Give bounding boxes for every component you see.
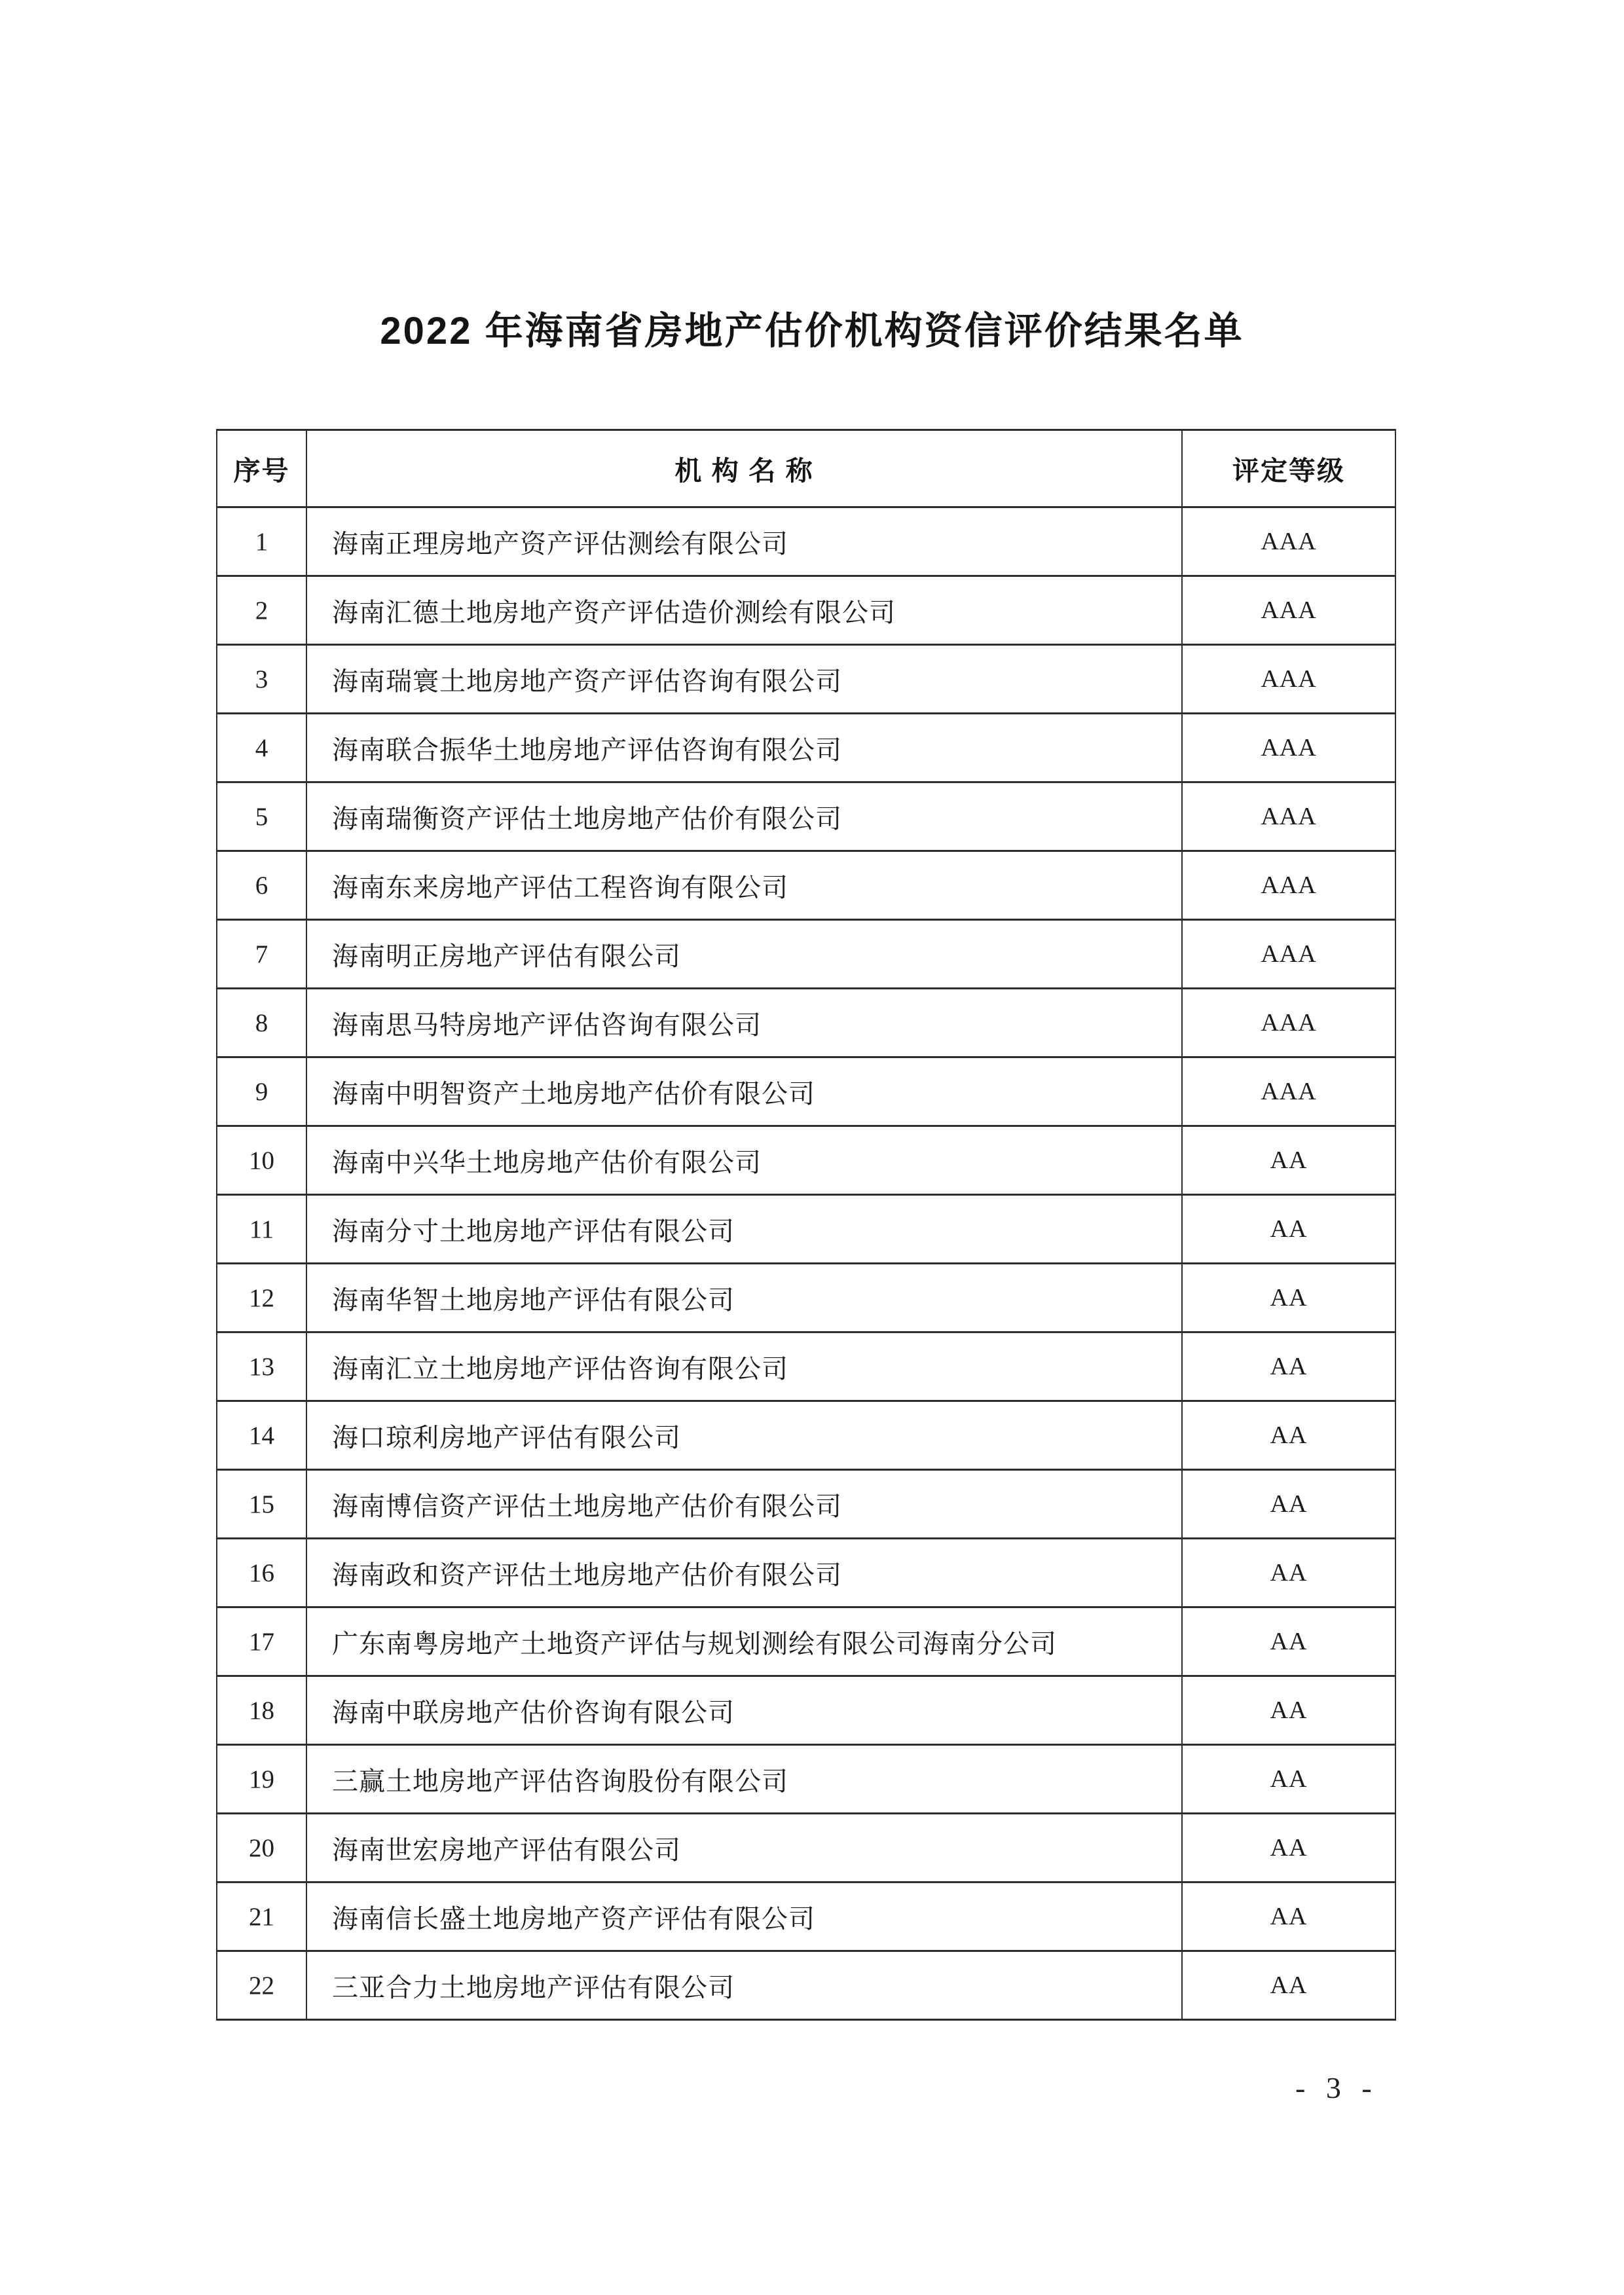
cell-no: 1 bbox=[217, 507, 306, 576]
table-row bbox=[217, 1607, 1395, 1676]
cell-name: 海南中兴华土地房地产估价有限公司 bbox=[306, 1126, 1182, 1195]
cell-name: 海南正理房地产资产评估测绘有限公司 bbox=[306, 507, 1182, 576]
table-row bbox=[217, 645, 1395, 714]
cell-no: 22 bbox=[217, 1951, 306, 2020]
cell-name: 海南瑞衡资产评估土地房地产估价有限公司 bbox=[306, 782, 1182, 851]
table-row bbox=[217, 1470, 1395, 1539]
cell-name: 海南中联房地产估价咨询有限公司 bbox=[306, 1676, 1182, 1745]
cell-grade: AAA bbox=[1182, 1057, 1395, 1126]
table-row bbox=[217, 1264, 1395, 1332]
cell-no: 12 bbox=[217, 1264, 306, 1332]
table-row bbox=[217, 1195, 1395, 1264]
cell-name: 海南瑞寰土地房地产资产评估咨询有限公司 bbox=[306, 645, 1182, 714]
cell-name: 海南明正房地产评估有限公司 bbox=[306, 920, 1182, 989]
column-header-name: 机 构 名 称 bbox=[306, 430, 1182, 507]
table-body bbox=[217, 507, 1395, 2020]
cell-name: 海口琼利房地产评估有限公司 bbox=[306, 1401, 1182, 1470]
column-header-no: 序号 bbox=[217, 430, 306, 507]
cell-no: 18 bbox=[217, 1676, 306, 1745]
cell-name: 三亚合力土地房地产评估有限公司 bbox=[306, 1951, 1182, 2020]
cell-grade: AAA bbox=[1182, 507, 1395, 576]
cell-name: 海南汇德土地房地产资产评估造价测绘有限公司 bbox=[306, 576, 1182, 645]
cell-grade: AA bbox=[1182, 1882, 1395, 1951]
cell-grade: AA bbox=[1182, 1401, 1395, 1470]
cell-grade: AAA bbox=[1182, 920, 1395, 989]
cell-grade: AAA bbox=[1182, 851, 1395, 920]
page-title: 2022 年海南省房地产估价机构资信评价结果名单 bbox=[380, 310, 1244, 352]
cell-no: 2 bbox=[217, 576, 306, 645]
cell-name: 海南联合振华土地房地产评估咨询有限公司 bbox=[306, 714, 1182, 782]
table-row bbox=[217, 989, 1395, 1057]
cell-grade: AAA bbox=[1182, 782, 1395, 851]
table-row bbox=[217, 851, 1395, 920]
cell-no: 19 bbox=[217, 1745, 306, 1814]
cell-grade: AA bbox=[1182, 1264, 1395, 1332]
cell-name: 海南世宏房地产评估有限公司 bbox=[306, 1814, 1182, 1882]
cell-name: 三赢土地房地产评估咨询股份有限公司 bbox=[306, 1745, 1182, 1814]
cell-grade: AAA bbox=[1182, 645, 1395, 714]
cell-name: 海南东来房地产评估工程咨询有限公司 bbox=[306, 851, 1182, 920]
table-row bbox=[217, 1539, 1395, 1607]
table-row bbox=[217, 714, 1395, 782]
table-row bbox=[217, 1951, 1395, 2020]
cell-no: 9 bbox=[217, 1057, 306, 1126]
table-row bbox=[217, 576, 1395, 645]
table-row bbox=[217, 1882, 1395, 1951]
cell-grade: AA bbox=[1182, 1539, 1395, 1607]
table-row bbox=[217, 1814, 1395, 1882]
cell-no: 21 bbox=[217, 1882, 306, 1951]
cell-no: 20 bbox=[217, 1814, 306, 1882]
cell-grade: AA bbox=[1182, 1676, 1395, 1745]
table-row bbox=[217, 1332, 1395, 1401]
cell-name: 海南信长盛土地房地产资产评估有限公司 bbox=[306, 1882, 1182, 1951]
table-row bbox=[217, 782, 1395, 851]
cell-no: 13 bbox=[217, 1332, 306, 1401]
cell-grade: AAA bbox=[1182, 989, 1395, 1057]
cell-grade: AA bbox=[1182, 1470, 1395, 1539]
cell-name: 广东南粤房地产土地资产评估与规划测绘有限公司海南分公司 bbox=[306, 1607, 1182, 1676]
cell-name: 海南分寸土地房地产评估有限公司 bbox=[306, 1195, 1182, 1264]
cell-no: 4 bbox=[217, 714, 306, 782]
table-row bbox=[217, 1126, 1395, 1195]
table-row bbox=[217, 507, 1395, 576]
cell-grade: AA bbox=[1182, 1195, 1395, 1264]
cell-grade: AA bbox=[1182, 1951, 1395, 2020]
column-header-grade: 评定等级 bbox=[1182, 430, 1395, 507]
page-number: - 3 - bbox=[1295, 2071, 1378, 2104]
cell-name: 海南中明智资产土地房地产估价有限公司 bbox=[306, 1057, 1182, 1126]
rating-table bbox=[216, 429, 1396, 2021]
cell-name: 海南汇立土地房地产评估咨询有限公司 bbox=[306, 1332, 1182, 1401]
cell-no: 14 bbox=[217, 1401, 306, 1470]
cell-no: 16 bbox=[217, 1539, 306, 1607]
cell-grade: AA bbox=[1182, 1332, 1395, 1401]
cell-no: 15 bbox=[217, 1470, 306, 1539]
cell-grade: AAA bbox=[1182, 576, 1395, 645]
cell-grade: AA bbox=[1182, 1814, 1395, 1882]
cell-grade: AA bbox=[1182, 1745, 1395, 1814]
cell-name: 海南思马特房地产评估咨询有限公司 bbox=[306, 989, 1182, 1057]
table-row bbox=[217, 1745, 1395, 1814]
cell-no: 10 bbox=[217, 1126, 306, 1195]
table-row bbox=[217, 1676, 1395, 1745]
cell-no: 3 bbox=[217, 645, 306, 714]
cell-no: 8 bbox=[217, 989, 306, 1057]
table-header-row bbox=[217, 430, 1395, 507]
cell-no: 5 bbox=[217, 782, 306, 851]
cell-name: 海南博信资产评估土地房地产估价有限公司 bbox=[306, 1470, 1182, 1539]
cell-grade: AA bbox=[1182, 1126, 1395, 1195]
cell-grade: AAA bbox=[1182, 714, 1395, 782]
cell-no: 17 bbox=[217, 1607, 306, 1676]
cell-no: 6 bbox=[217, 851, 306, 920]
cell-no: 11 bbox=[217, 1195, 306, 1264]
cell-name: 海南政和资产评估土地房地产估价有限公司 bbox=[306, 1539, 1182, 1607]
table-row bbox=[217, 1057, 1395, 1126]
table-row bbox=[217, 920, 1395, 989]
table-row bbox=[217, 1401, 1395, 1470]
cell-no: 7 bbox=[217, 920, 306, 989]
cell-name: 海南华智土地房地产评估有限公司 bbox=[306, 1264, 1182, 1332]
cell-grade: AA bbox=[1182, 1607, 1395, 1676]
